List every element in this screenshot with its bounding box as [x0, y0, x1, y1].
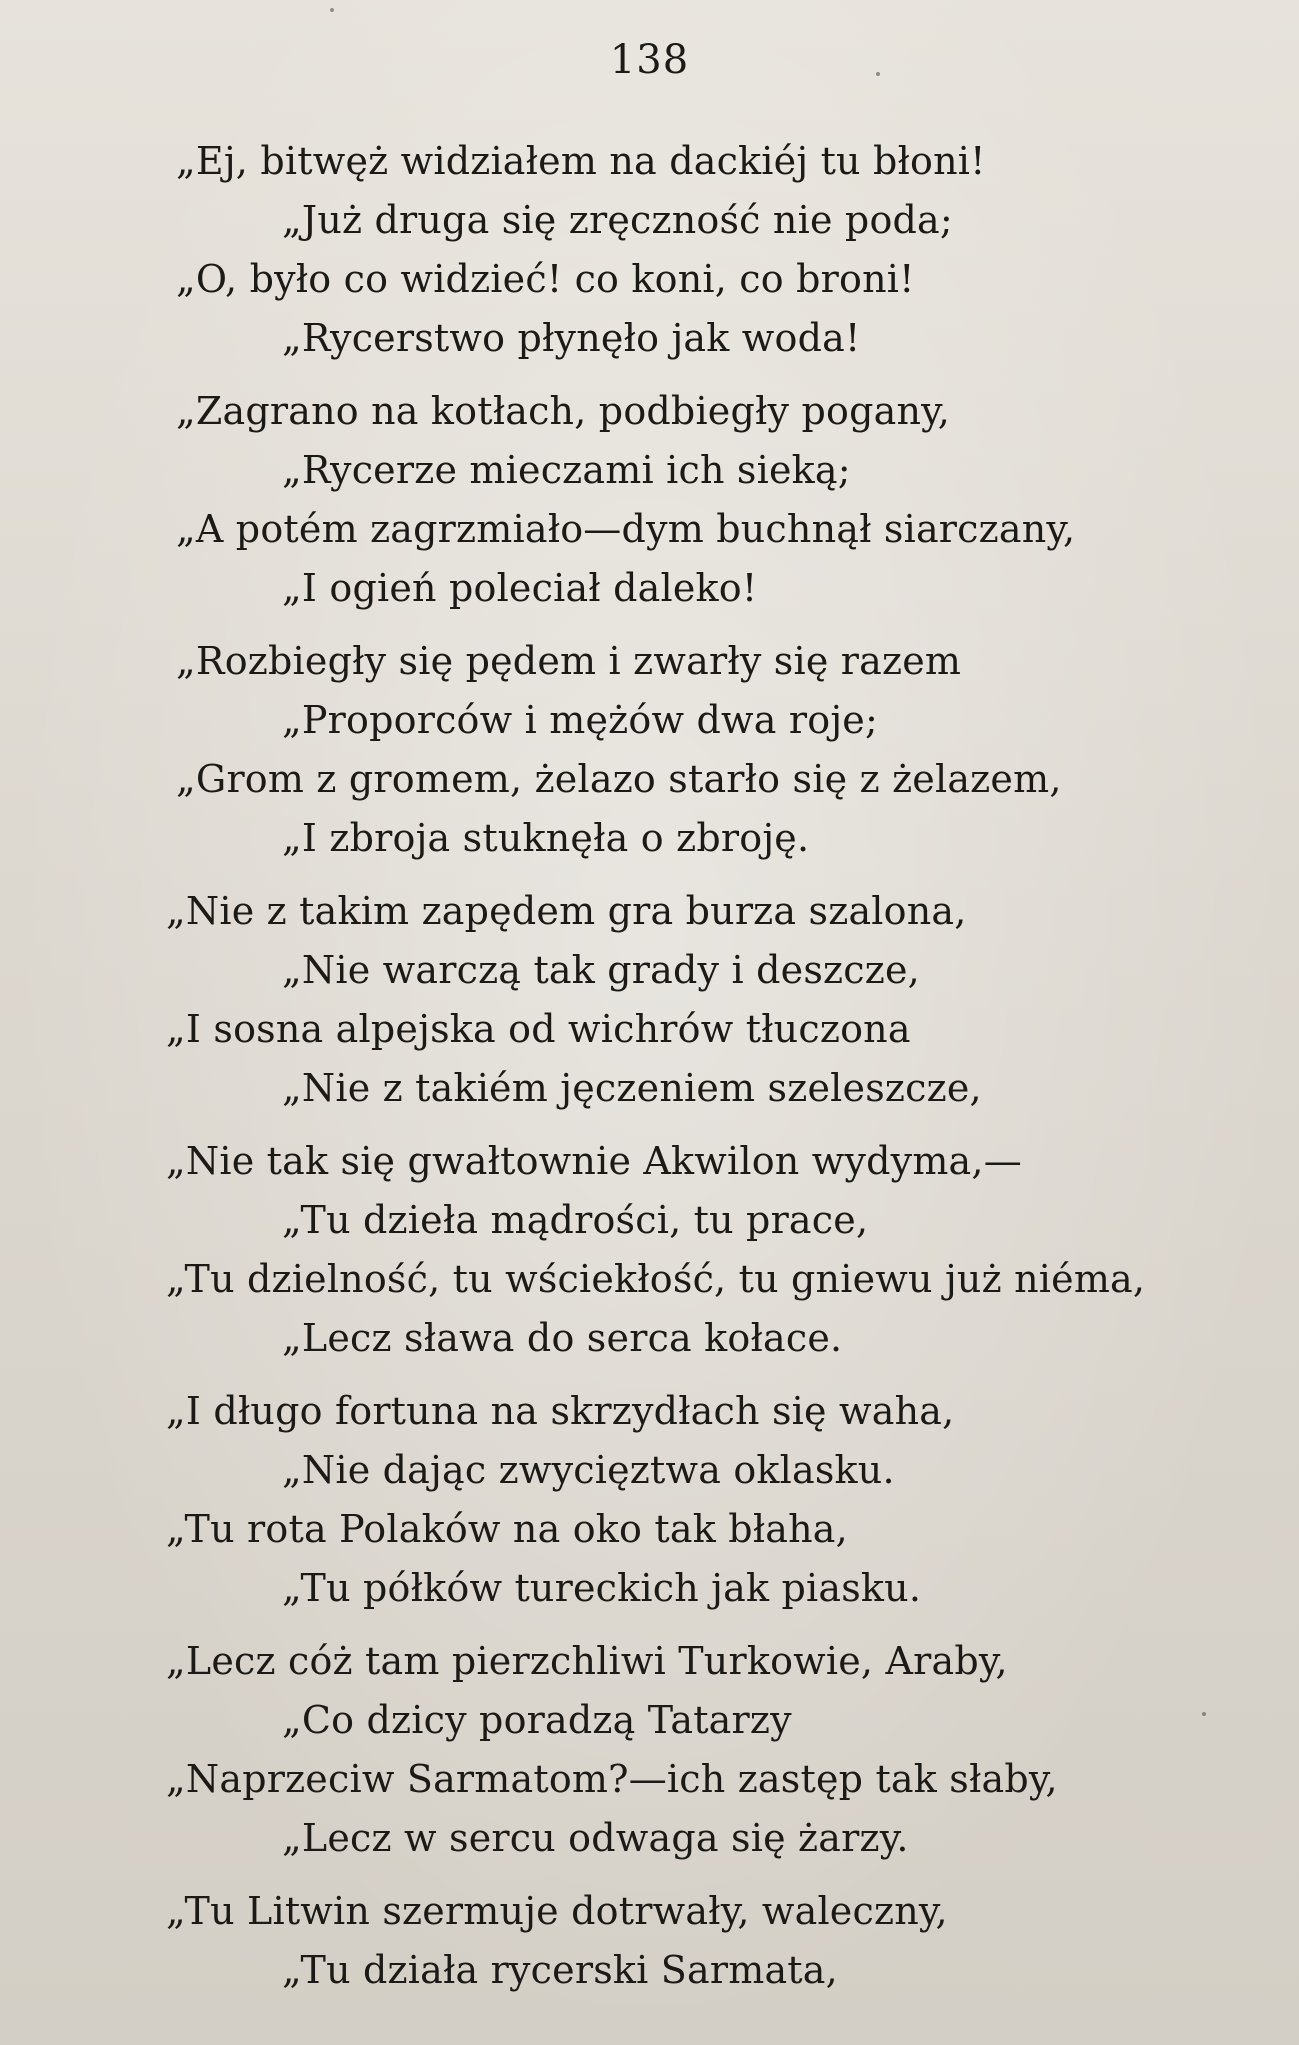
stanza — [166, 1382, 1256, 1618]
poem-line: „Zagrano na kotłach, podbiegły pogany, — [176, 389, 951, 433]
poem-line: „I ogień poleciał daleko! — [282, 566, 758, 610]
poem-line: „Naprzeciw Sarmatom?—ich zastęp tak słaby, — [166, 1757, 1058, 1801]
poem-line: „Tu dzieła mądrości, tu prace, — [282, 1198, 869, 1242]
poem-line: „Już druga się zręczność nie poda; — [282, 198, 953, 242]
poem-line: „Tu półków tureckich jak piasku. — [282, 1566, 922, 1610]
stanza — [166, 1132, 1256, 1368]
poem-line: „Rozbiegły się pędem i zwarły się razem — [176, 639, 962, 683]
poem-line: „Lecz cóż tam pierzchliwi Turkowie, Araby, — [166, 1639, 1008, 1683]
paper-speck — [876, 72, 880, 76]
poem-line: „Tu dzielność, tu wściekłość, tu gniewu już niéma, — [166, 1257, 1146, 1301]
poem-text — [166, 132, 1256, 2000]
poem-line: „I sosna alpejska od wichrów tłuczona — [166, 1007, 911, 1051]
poem-line: „Nie z takiém jęczeniem szeleszcze, — [282, 1066, 982, 1110]
poem-line: „Tu rota Polaków na oko tak błaha, — [166, 1507, 848, 1551]
stanza — [176, 632, 1256, 868]
poem-line: „O, było co widzieć! co koni, co broni! — [176, 257, 915, 301]
poem-line: „I zbroja stuknęła o zbroję. — [282, 816, 810, 860]
poem-line: „Rycerstwo płynęło jak woda! — [282, 316, 861, 360]
poem-line: „Grom z gromem, żelazo starło się z żelazem, — [176, 757, 1062, 801]
poem-line: „Lecz w sercu odwaga się żarzy. — [282, 1816, 909, 1860]
stanza — [166, 882, 1256, 1118]
poem-line: „Lecz sława do serca kołace. — [282, 1316, 843, 1360]
poem-line: „A potém zagrzmiało—dym buchnął siarczany, — [176, 507, 1076, 551]
stanza — [166, 1632, 1256, 1868]
poem-line: „Nie dając zwycięztwa oklasku. — [282, 1448, 895, 1492]
paper-speck — [330, 8, 334, 12]
poem-line: „Tu Litwin szermuje dotrwały, waleczny, — [166, 1889, 948, 1933]
poem-line: „Co dzicy poradzą Tatarzy — [282, 1698, 792, 1742]
poem-line: „Nie warczą tak grady i deszcze, — [282, 948, 920, 992]
poem-line: „Rycerze mieczami ich sieką; — [282, 448, 851, 492]
poem-line: „Nie tak się gwałtownie Akwilon wydyma,— — [166, 1139, 1022, 1183]
poem-line: „Proporców i mężów dwa roje; — [282, 698, 878, 742]
stanza — [166, 1882, 1256, 2000]
poem-line: „Tu działa rycerski Sarmata, — [282, 1948, 838, 1992]
stanza — [176, 132, 1256, 368]
poem-line: „Nie z takim zapędem gra burza szalona, — [166, 889, 967, 933]
page-number: 138 — [609, 37, 690, 83]
stanza — [176, 382, 1256, 618]
poem-line: „Ej, bitwęż widziałem na dackiéj tu błoni! — [176, 139, 986, 183]
paper-speck — [1202, 1712, 1206, 1716]
poem-line: „I długo fortuna na skrzydłach się waha, — [166, 1389, 955, 1433]
